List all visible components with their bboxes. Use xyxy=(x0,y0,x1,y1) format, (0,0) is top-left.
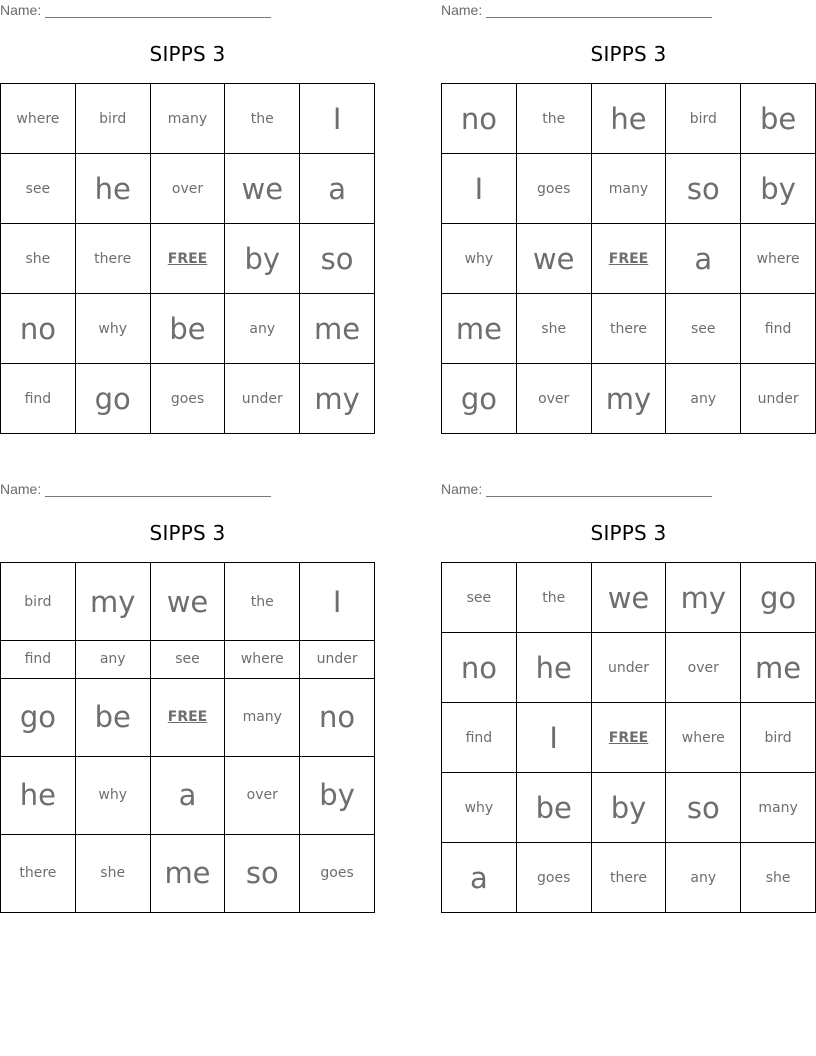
bingo-cell: go xyxy=(1,678,76,756)
bingo-cell: over xyxy=(225,756,300,834)
bingo-row xyxy=(1,756,375,834)
bingo-row xyxy=(1,563,375,641)
bingo-cell: there xyxy=(75,224,150,294)
bingo-cell: many xyxy=(225,678,300,756)
bingo-cell: me xyxy=(741,633,816,703)
bingo-cell: a xyxy=(442,843,517,913)
bingo-row xyxy=(1,224,375,294)
bingo-cell: goes xyxy=(516,154,591,224)
bingo-cell: see xyxy=(666,294,741,364)
bingo-cell: any xyxy=(75,641,150,679)
bingo-row xyxy=(442,563,816,633)
bingo-cell: he xyxy=(1,756,76,834)
bingo-cell: bird xyxy=(1,563,76,641)
bingo-cell: where xyxy=(225,641,300,679)
free-space-cell: FREE xyxy=(150,678,225,756)
bingo-row xyxy=(442,843,816,913)
bingo-cell: we xyxy=(150,563,225,641)
bingo-row xyxy=(442,154,816,224)
bingo-cell: see xyxy=(150,641,225,679)
name-field-line: Name: _____________________________ xyxy=(441,2,712,18)
bingo-cell: find xyxy=(741,294,816,364)
bingo-cell: goes xyxy=(516,843,591,913)
free-space-cell: FREE xyxy=(591,703,666,773)
bingo-cell: go xyxy=(442,364,517,434)
bingo-cell: why xyxy=(75,294,150,364)
card-title: SIPPS 3 xyxy=(590,42,667,66)
bingo-cell: by xyxy=(591,773,666,843)
bingo-cell: many xyxy=(591,154,666,224)
bingo-cell: me xyxy=(150,834,225,912)
bingo-grid xyxy=(0,562,375,913)
bingo-cell: over xyxy=(516,364,591,434)
bingo-cell: so xyxy=(666,154,741,224)
bingo-cell: under xyxy=(225,364,300,434)
bingo-cell: bird xyxy=(75,84,150,154)
bingo-cell: my xyxy=(666,563,741,633)
bingo-card-2 xyxy=(441,0,816,440)
bingo-cell: why xyxy=(75,756,150,834)
bingo-cell: me xyxy=(300,294,375,364)
bingo-cell: a xyxy=(666,224,741,294)
bingo-cell: he xyxy=(591,84,666,154)
bingo-cell: many xyxy=(150,84,225,154)
bingo-cell: by xyxy=(225,224,300,294)
bingo-grid xyxy=(0,83,375,434)
bingo-cell: so xyxy=(666,773,741,843)
bingo-cell: she xyxy=(741,843,816,913)
bingo-cell: she xyxy=(75,834,150,912)
bingo-cell: so xyxy=(300,224,375,294)
bingo-row xyxy=(1,294,375,364)
bingo-cell: see xyxy=(1,154,76,224)
bingo-cell: there xyxy=(591,843,666,913)
bingo-cell: any xyxy=(225,294,300,364)
bingo-cell: he xyxy=(516,633,591,703)
bingo-cell: he xyxy=(75,154,150,224)
bingo-grid xyxy=(441,83,816,434)
bingo-cell: go xyxy=(75,364,150,434)
bingo-card-4 xyxy=(441,479,816,919)
bingo-cell: we xyxy=(591,563,666,633)
bingo-cell: goes xyxy=(150,364,225,434)
bingo-cell: I xyxy=(300,84,375,154)
bingo-cell: find xyxy=(1,364,76,434)
bingo-cell: over xyxy=(150,154,225,224)
bingo-row xyxy=(442,633,816,703)
bingo-cell: be xyxy=(741,84,816,154)
bingo-row xyxy=(1,364,375,434)
bingo-cell: why xyxy=(442,224,517,294)
bingo-cell: I xyxy=(300,563,375,641)
bingo-row xyxy=(1,641,375,679)
bingo-cell: over xyxy=(666,633,741,703)
bingo-cell: the xyxy=(516,563,591,633)
bingo-cell: there xyxy=(591,294,666,364)
name-field-line: Name: _____________________________ xyxy=(0,2,271,18)
bingo-cell: be xyxy=(75,678,150,756)
free-space-cell: FREE xyxy=(591,224,666,294)
bingo-cell: we xyxy=(516,224,591,294)
bingo-cell: under xyxy=(741,364,816,434)
bingo-row xyxy=(1,154,375,224)
bingo-cell: where xyxy=(666,703,741,773)
bingo-cell: she xyxy=(516,294,591,364)
bingo-cell: go xyxy=(741,563,816,633)
bingo-cell: under xyxy=(300,641,375,679)
bingo-row xyxy=(442,703,816,773)
card-title: SIPPS 3 xyxy=(149,42,226,66)
bingo-cell: we xyxy=(225,154,300,224)
bingo-cell: a xyxy=(300,154,375,224)
bingo-cell: bird xyxy=(741,703,816,773)
bingo-cell: no xyxy=(442,633,517,703)
bingo-cell: by xyxy=(300,756,375,834)
bingo-cell: my xyxy=(591,364,666,434)
card-title: SIPPS 3 xyxy=(149,521,226,545)
bingo-cell: where xyxy=(1,84,76,154)
bingo-cell: no xyxy=(300,678,375,756)
bingo-cell: my xyxy=(300,364,375,434)
bingo-cell: there xyxy=(1,834,76,912)
card-title: SIPPS 3 xyxy=(590,521,667,545)
bingo-cell: under xyxy=(591,633,666,703)
bingo-cell: I xyxy=(516,703,591,773)
bingo-cell: my xyxy=(75,563,150,641)
bingo-cell: so xyxy=(225,834,300,912)
bingo-cell: see xyxy=(442,563,517,633)
bingo-cell: why xyxy=(442,773,517,843)
bingo-cell: a xyxy=(150,756,225,834)
bingo-cell: any xyxy=(666,843,741,913)
bingo-row xyxy=(1,834,375,912)
bingo-card-3 xyxy=(0,479,375,919)
bingo-cell: goes xyxy=(300,834,375,912)
bingo-grid xyxy=(441,562,816,913)
name-field-line: Name: _____________________________ xyxy=(441,481,712,497)
bingo-cell: I xyxy=(442,154,517,224)
bingo-row xyxy=(442,773,816,843)
bingo-cell: bird xyxy=(666,84,741,154)
bingo-row xyxy=(1,678,375,756)
bingo-cell: many xyxy=(741,773,816,843)
bingo-cell: the xyxy=(225,84,300,154)
bingo-row xyxy=(442,294,816,364)
bingo-cell: she xyxy=(1,224,76,294)
bingo-cell: me xyxy=(442,294,517,364)
bingo-cell: where xyxy=(741,224,816,294)
bingo-cell: by xyxy=(741,154,816,224)
bingo-cell: any xyxy=(666,364,741,434)
bingo-row xyxy=(442,364,816,434)
bingo-cell: no xyxy=(1,294,76,364)
bingo-cell: be xyxy=(150,294,225,364)
bingo-cell: no xyxy=(442,84,517,154)
name-field-line: Name: _____________________________ xyxy=(0,481,271,497)
bingo-cell: be xyxy=(516,773,591,843)
bingo-row xyxy=(1,84,375,154)
bingo-cell: find xyxy=(1,641,76,679)
bingo-cell: find xyxy=(442,703,517,773)
bingo-cell: the xyxy=(516,84,591,154)
bingo-row xyxy=(442,224,816,294)
free-space-cell: FREE xyxy=(150,224,225,294)
bingo-cell: the xyxy=(225,563,300,641)
bingo-card-1 xyxy=(0,0,375,440)
bingo-row xyxy=(442,84,816,154)
